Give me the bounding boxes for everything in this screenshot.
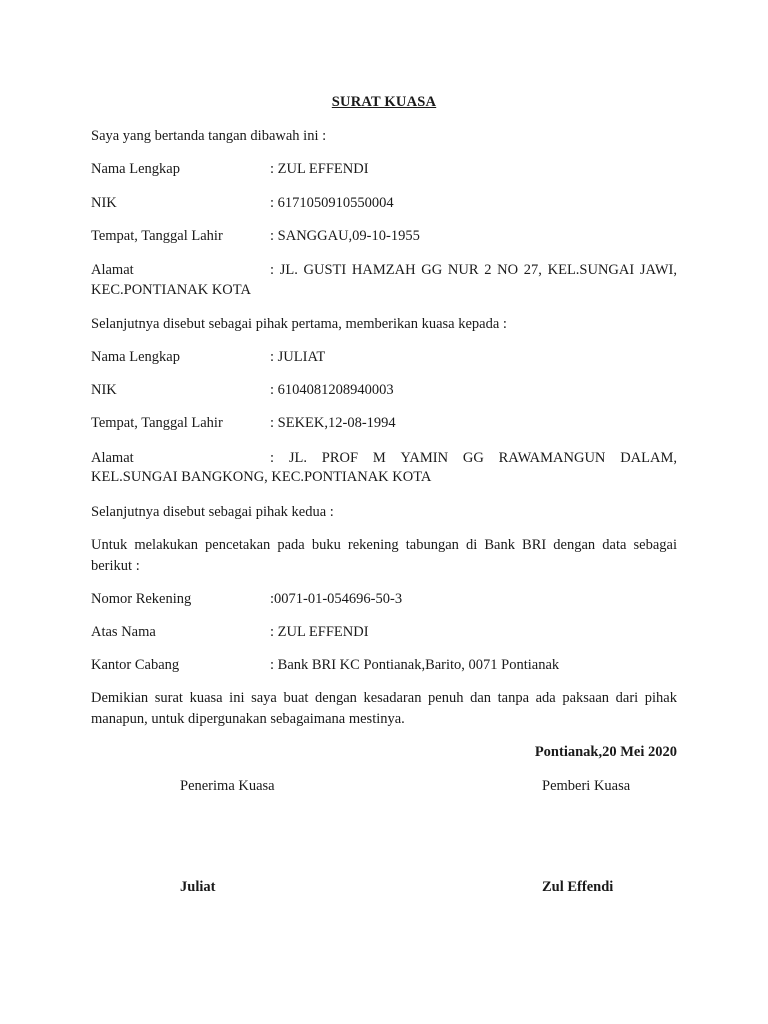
document-title: SURAT KUASA <box>331 94 437 110</box>
receiver-name: Juliat <box>180 879 216 895</box>
address-word: M <box>372 450 386 466</box>
address-word: DALAM, <box>620 450 677 466</box>
second-party-address-line2: KEL.SUNGAI BANGKONG, KEC.PONTIANAK KOTA <box>91 469 432 485</box>
address-word: PROF <box>321 450 359 466</box>
closing-paragraph: Demikian surat kuasa ini saya buat dengan kesadaran penuh dan tanpa ada paksaan dari pihak manapun, untuk dipergunakan sebagaimana mestinya. <box>91 690 677 727</box>
first-party-address-line2: KEC.PONTIANAK KOTA <box>91 282 251 298</box>
address-word: YAMIN <box>400 450 449 466</box>
address-word: : <box>270 450 275 466</box>
place-date: Pontianak,20 Mei 2020 <box>534 744 677 760</box>
first-party-birth-label: Tempat, Tanggal Lahir <box>91 228 223 244</box>
first-party-nik-label: NIK <box>91 195 117 211</box>
giver-title: Pemberi Kuasa <box>542 778 631 794</box>
first-party-name-label: Nama Lengkap <box>91 161 180 177</box>
first-party-closing: Selanjutnya disebut sebagai pihak pertama, memberikan kuasa kepada : <box>91 316 507 332</box>
account-branch-label: Kantor Cabang <box>91 657 180 673</box>
second-party-birth-label: Tempat, Tanggal Lahir <box>91 415 223 431</box>
giver-name: Zul Effendi <box>542 879 614 895</box>
address-word: GG <box>462 450 484 466</box>
first-party-address-label: Alamat <box>91 262 134 278</box>
second-party-name-value: : JULIAT <box>270 349 326 365</box>
second-party-birth-value: : SEKEK,12-08-1994 <box>270 415 396 431</box>
intro-text: Saya yang bertanda tangan dibawah ini : <box>91 128 327 144</box>
second-party-address-line1 <box>270 448 677 469</box>
second-party-nik-label: NIK <box>91 382 117 398</box>
purpose-paragraph: Untuk melakukan pencetakan pada buku rekening tabungan di Bank BRI dengan data sebagai berikut : <box>91 537 677 574</box>
account-number-value: :0071-01-054696-50-3 <box>270 591 403 607</box>
first-party-address-line1: : JL. GUSTI HAMZAH GG NUR 2 NO 27, KEL.SUNGAI JAWI, <box>270 262 677 278</box>
account-holder-label: Atas Nama <box>91 624 156 640</box>
second-party-closing: Selanjutnya disebut sebagai pihak kedua : <box>91 504 334 520</box>
account-holder-value: : ZUL EFFENDI <box>270 624 369 640</box>
first-party-birth-value: : SANGGAU,09-10-1955 <box>270 228 420 244</box>
first-party-name-value: : ZUL EFFENDI <box>270 161 369 177</box>
first-party-nik-value: : 6171050910550004 <box>270 195 394 211</box>
account-number-label: Nomor Rekening <box>91 591 192 607</box>
address-word: JL. <box>288 450 307 466</box>
second-party-nik-value: : 6104081208940003 <box>270 382 394 398</box>
account-branch-value: : Bank BRI KC Pontianak,Barito, 0071 Pontianak <box>270 657 560 673</box>
second-party-address-label: Alamat <box>91 450 134 466</box>
receiver-title: Penerima Kuasa <box>180 778 275 794</box>
second-party-name-label: Nama Lengkap <box>91 349 180 365</box>
address-word: RAWAMANGUN <box>498 450 606 466</box>
